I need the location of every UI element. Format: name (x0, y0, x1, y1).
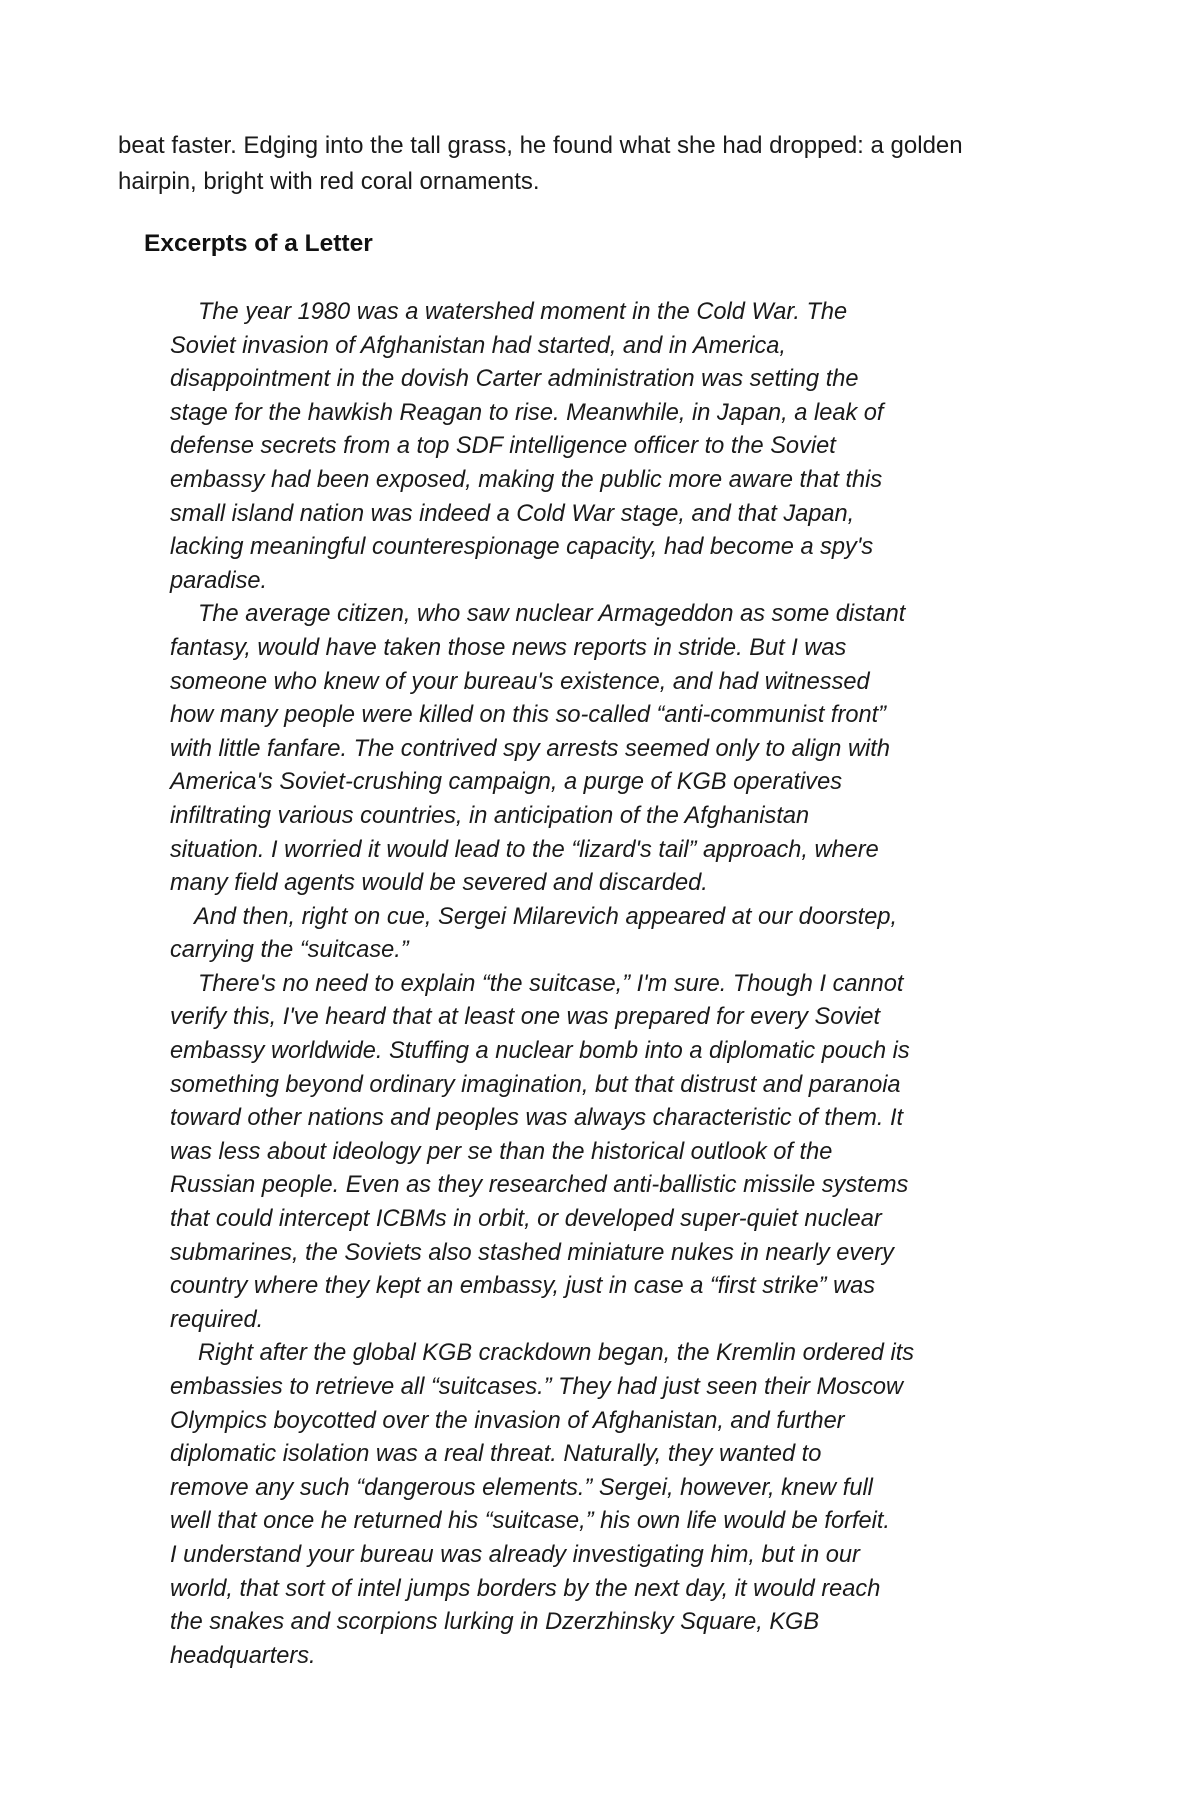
text-line: carrying the “suitcase.” (170, 937, 409, 964)
text-line: something beyond ordinary imagination, but that distrust and paranoia (170, 1071, 901, 1098)
text-line: required. (170, 1306, 264, 1333)
text-line: Right after the global KGB crackdown began, the Kremlin ordered its (198, 1340, 915, 1367)
text-line: And then, right on cue, Sergei Milarevich appeared at our doorstep, (194, 903, 897, 930)
text-line: situation. I worried it would lead to the “lizard's tail” approach, where (170, 836, 879, 863)
text-line: stage for the hawkish Reagan to rise. Meanwhile, in Japan, a leak of (170, 399, 884, 426)
text-line: embassies to retrieve all “suitcases.” They had just seen their Moscow (170, 1374, 904, 1400)
lead-paragraph (118, 128, 1078, 200)
text-line: disappointment in the dovish Carter administration was setting the (170, 366, 859, 393)
text-line: submarines, the Soviets also stashed miniature nukes in nearly every (170, 1239, 894, 1266)
letter-paragraph-3 (170, 901, 1050, 968)
text-line: well that once he returned his “suitcase,” his own life would be forfeit. (170, 1508, 890, 1535)
text-line: paradise. (170, 567, 268, 594)
text-line: The year 1980 was a watershed moment in the Cold War. The (198, 299, 848, 325)
text-line: small island nation was indeed a Cold War stage, and that Japan, (170, 500, 855, 527)
lead-line-1: beat faster. Edging into the tall grass, he found what she had dropped: a golden (118, 132, 963, 159)
section-heading: Excerpts of a Letter (144, 230, 373, 257)
text-line: Russian people. Even as they researched anti-ballistic missile systems (170, 1172, 909, 1199)
letter-paragraph-4 (170, 968, 1050, 1338)
text-line: headquarters. (170, 1642, 316, 1669)
text-line: embassy had been exposed, making the public more aware that this (170, 466, 883, 493)
text-line: remove any such “dangerous elements.” Sergei, however, knew full (170, 1474, 873, 1501)
text-line: lacking meaningful counterespionage capacity, had become a spy's (170, 534, 874, 561)
text-line: America's Soviet-crushing campaign, a purge of KGB operatives (170, 769, 843, 796)
text-line: I understand your bureau was already investigating him, but in our (170, 1541, 860, 1568)
letter-paragraph-1 (170, 296, 1050, 598)
text-line: that could intercept ICBMs in orbit, or developed super-quiet nuclear (170, 1206, 882, 1233)
text-line: Olympics boycotted over the invasion of Afghanistan, and further (170, 1407, 845, 1434)
text-line: The average citizen, who saw nuclear Armageddon as some distant (198, 601, 906, 628)
text-line: infiltrating various countries, in anticipation of the Afghanistan (170, 802, 810, 829)
letter-excerpt (170, 296, 1050, 1673)
text-line: world, that sort of intel jumps borders by the next day, it would reach (170, 1575, 881, 1602)
text-line: country where they kept an embassy, just in case a “first strike” was (170, 1273, 876, 1300)
text-line: how many people were killed on this so-called “anti-communist front” (170, 702, 886, 729)
letter-paragraph-5 (170, 1337, 1050, 1673)
text-line: There's no need to explain “the suitcase,” I'm sure. Though I cannot (198, 970, 904, 997)
text-line: was less about ideology per se than the historical outlook of the (170, 1138, 833, 1165)
text-line: many field agents would be severed and discarded. (170, 870, 708, 897)
text-line: verify this, I've heard that at least one was prepared for every Soviet (170, 1004, 881, 1031)
text-line: the snakes and scorpions lurking in Dzerzhinsky Square, KGB (170, 1609, 820, 1636)
text-line: defense secrets from a top SDF intelligence officer to the Soviet (170, 433, 836, 460)
text-line: embassy worldwide. Stuffing a nuclear bomb into a diplomatic pouch is (170, 1038, 910, 1065)
text-line: toward other nations and peoples was always characteristic of them. It (170, 1105, 904, 1132)
letter-paragraph-2 (170, 598, 1050, 900)
text-line: with little fanfare. The contrived spy arrests seemed only to align with (170, 735, 890, 762)
text-line: fantasy, would have taken those news reports in stride. But I was (170, 634, 847, 661)
text-line: Soviet invasion of Afghanistan had started, and in America, (170, 332, 786, 359)
text-line: someone who knew of your bureau's existence, and had witnessed (170, 668, 870, 695)
lead-line-2: hairpin, bright with red coral ornaments. (118, 168, 540, 195)
text-line: diplomatic isolation was a real threat. Naturally, they wanted to (170, 1441, 822, 1468)
